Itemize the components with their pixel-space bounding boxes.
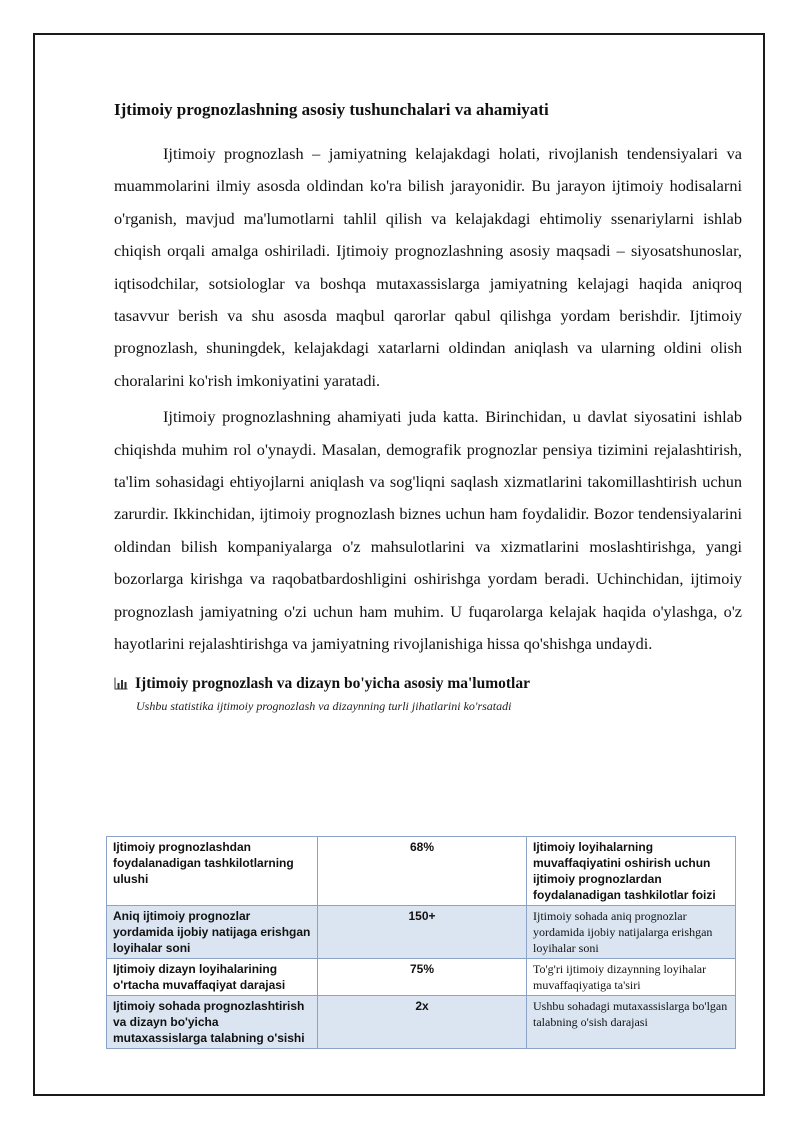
stat-label: Ijtimoiy dizayn loyihalarining o'rtacha muvaffaqiyat darajasi (107, 959, 318, 996)
paragraph-importance: Ijtimoiy prognozlashning ahamiyati juda katta. Birinchidan, u davlat siyosatini ishlab chiqishda muhim rol o'ynaydi. Masalan, demografik prognozlar pensiya tizimini rejalashtirish, ta'lim sohasidagi ehtiyojlarni aniqlash va sog'liqni saqlash xizmatlarini takomillashtirish uchun zarurdir. Ikkinchidan, ijtimoiy prognozlash biznes uchun ham foydalidir. Bozor tendensiyalarini oldindan bilish kompaniyalarga o'z mahsulotlarini va xizmatlarini moslashtirishga, yangi bozorlarga kirishga va raqobatbardoshligini oshirishga yordam beradi. Uchinchidan, ijtimoiy prognozlash jamiyatning o'zi uchun ham muhim. U fuqarolarga kelajak haqida o'ylashga, o'z hayotlarini rejalashtirishga va jamiyatning rivojlanishiga hissa qo'shishga undaydi. (114, 407, 742, 654)
stat-value: 68% (318, 837, 527, 906)
stat-description: Ijtimoiy loyihalarning muvaffaqiyatini oshirish uchun ijtimoiy prognozlardan foydalanadigan tashkilotlar foizi (527, 837, 736, 906)
stat-label: Aniq ijtimoiy prognozlar yordamida ijobiy natijaga erishgan loyihalar soni (107, 906, 318, 959)
section-title-text: Ijtimoiy prognozlash va dizayn bo'yicha asosiy ma'lumotlar (135, 674, 530, 692)
stat-value: 2x (318, 996, 527, 1049)
stat-label: Ijtimoiy sohada prognozlashtirish va dizayn bo'yicha mutaxassislarga talabning o'sishi (107, 996, 318, 1049)
table-row (107, 996, 736, 1049)
document-body (114, 96, 742, 722)
stats-caption: Ushbu statistika ijtimoiy prognozlash va dizaynning turli jihatlarini ko'rsatadi (136, 698, 512, 713)
stats-table (106, 836, 736, 1049)
stat-description: To'g'ri ijtimoiy dizaynning loyihalar muvaffaqiyatiga ta'siri (527, 959, 736, 996)
document-heading: Ijtimoiy prognozlashning asosiy tushunchalari va ahamiyati (114, 100, 549, 119)
paragraph-definition: Ijtimoiy prognozlash – jamiyatning kelajakdagi holati, rivojlanish tendensiyalari va muammolarini ilmiy asosda oldindan ko'ra bilish jarayonidir. Bu jarayon ijtimoiy hodisalarni o'rganish, mavjud ma'lumotlarni tahlil qilish va kelajakdagi ehtimoliy ssenariylarni ishlab chiqish orqali amalga oshiriladi. Ijtimoiy prognozlashning asosiy maqsadi – siyosatshunoslar, iqtisodchilar, sotsiologlar va boshqa mutaxassislarga jamiyatning kelajagi haqida aniqroq tasavvur berish va shu asosda maqbul qarorlar qabul qilishga yordam berishdir. Ijtimoiy prognozlash, shuningdek, kelajakdagi xatarlarni oldindan aniqlash va ularning oldini olish choralarini ko'rish imkoniyatini yaratadi. (114, 144, 742, 390)
stat-description: Ijtimoiy sohada aniq prognozlar yordamida ijobiy natijalarga erishgan loyihalar soni (527, 906, 736, 959)
table-row (107, 906, 736, 959)
stat-value: 75% (318, 959, 527, 996)
bar-chart-icon (114, 677, 128, 690)
stat-value: 150+ (318, 906, 527, 959)
stats-section-title (114, 673, 742, 695)
table-row (107, 959, 736, 996)
stat-description: Ushbu sohadagi mutaxassislarga bo'lgan talabning o'sish darajasi (527, 996, 736, 1049)
stat-label: Ijtimoiy prognozlashdan foydalanadigan tashkilotlarning ulushi (107, 837, 318, 906)
table-row (107, 837, 736, 906)
